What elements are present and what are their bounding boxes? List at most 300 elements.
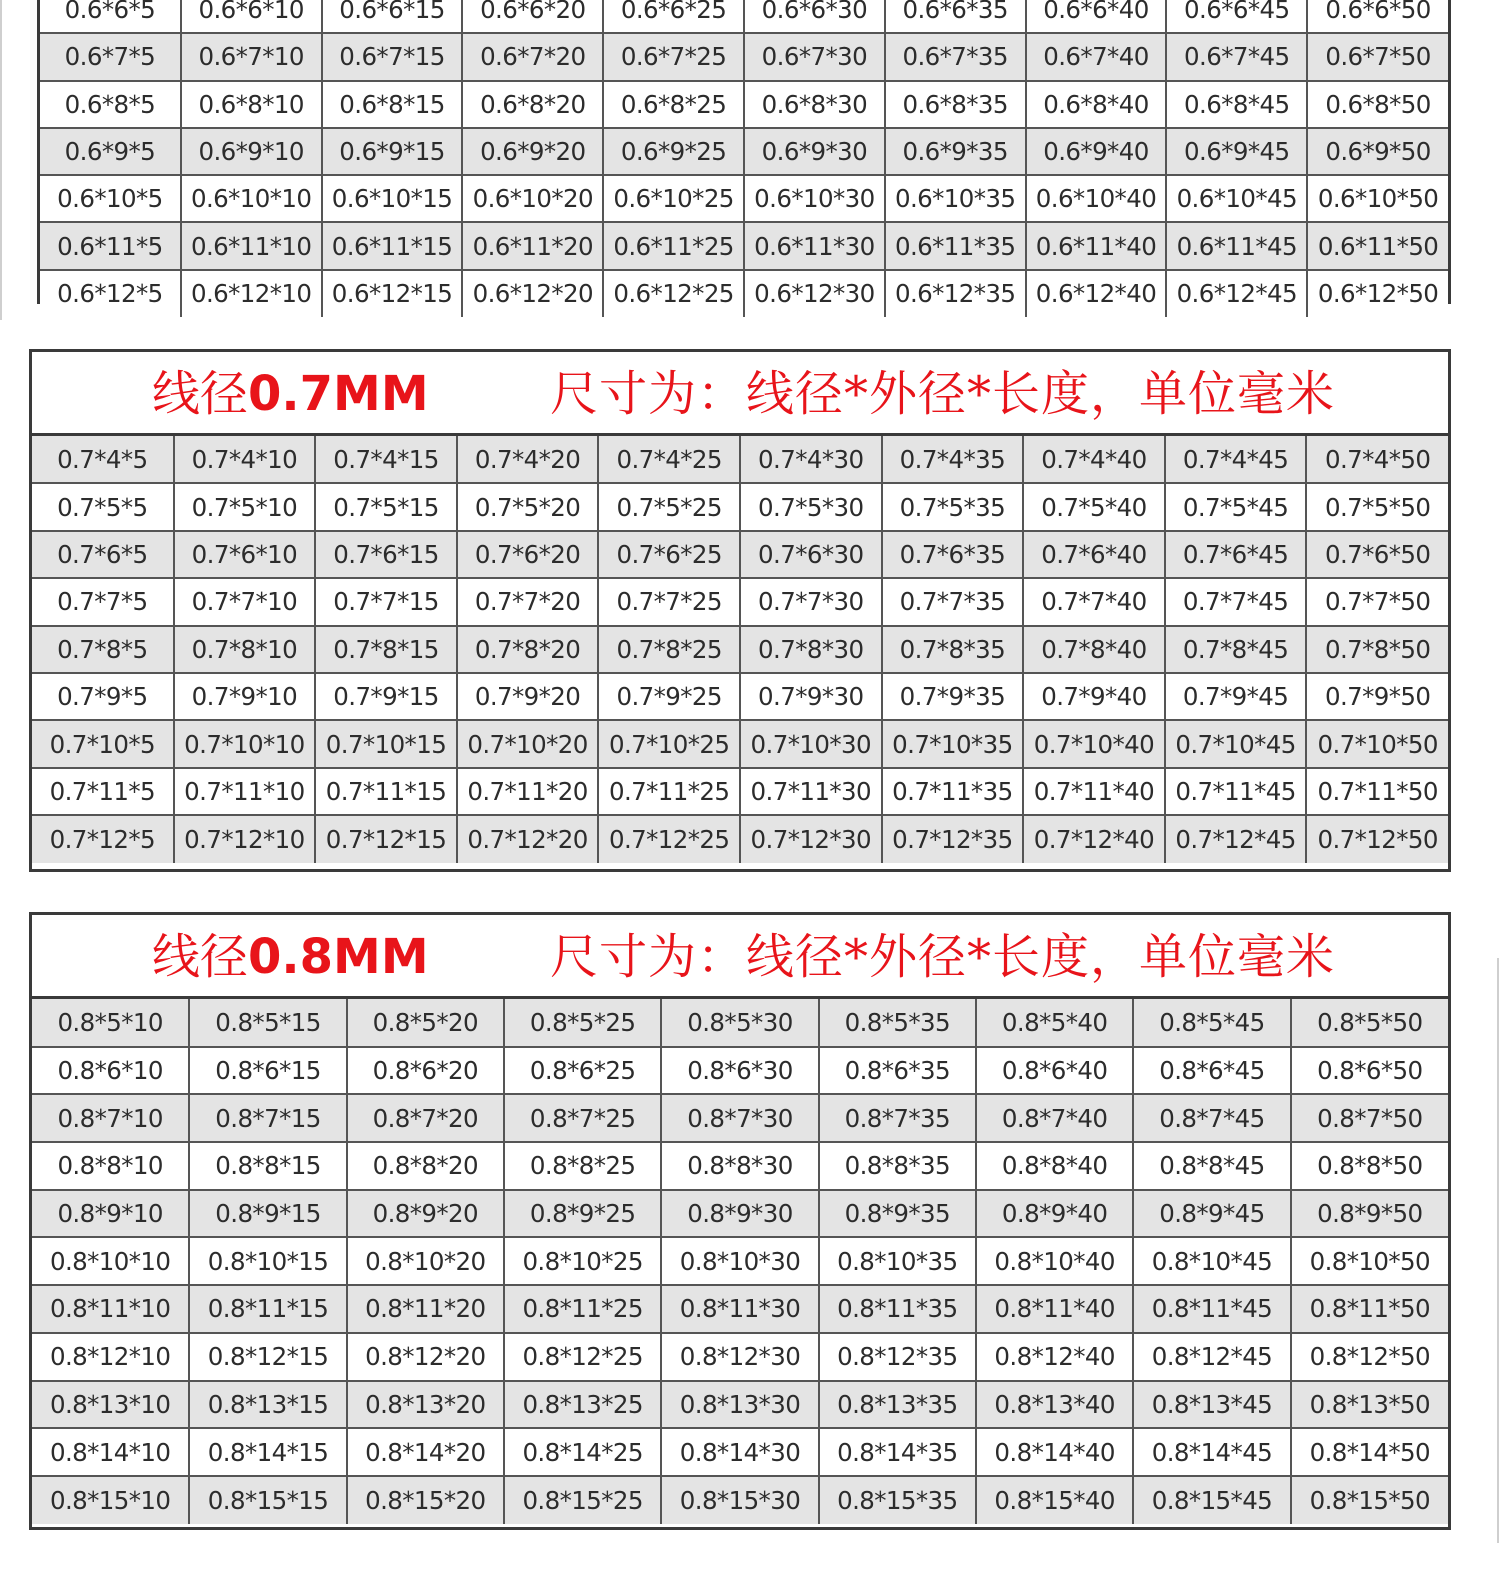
size-cell: 0.7*8*5	[32, 626, 174, 673]
size-cell: 0.8*11*40	[976, 1285, 1133, 1333]
size-cell: 0.6*12*15	[322, 270, 463, 317]
table-row	[32, 673, 1448, 720]
size-cell: 0.7*7*50	[1306, 578, 1448, 625]
size-cell: 0.8*13*15	[189, 1381, 346, 1429]
wire-diameter-label: 线径	[152, 366, 249, 422]
size-cell: 0.6*10*35	[885, 175, 1026, 222]
size-cell: 0.8*12*40	[976, 1333, 1133, 1381]
size-cell: 0.8*9*35	[819, 1190, 976, 1238]
size-cell: 0.7*12*10	[174, 815, 316, 862]
size-cell: 0.7*10*10	[174, 720, 316, 767]
size-cell: 0.8*8*35	[819, 1142, 976, 1190]
size-cell: 0.8*10*10	[32, 1237, 189, 1285]
wire-diameter-heading	[152, 366, 429, 422]
size-cell: 0.8*15*15	[189, 1476, 346, 1524]
size-cell: 0.6*9*40	[1026, 128, 1167, 175]
size-cell: 0.6*11*10	[181, 222, 322, 269]
size-cell: 0.6*12*25	[603, 270, 744, 317]
size-cell: 0.7*11*45	[1165, 768, 1307, 815]
size-grid-0-6	[40, 0, 1448, 317]
size-cell: 0.8*7*10	[32, 1094, 189, 1142]
size-cell: 0.7*8*30	[740, 626, 882, 673]
size-cell: 0.8*15*40	[976, 1476, 1133, 1524]
size-cell: 0.7*10*25	[598, 720, 740, 767]
size-cell: 0.7*4*40	[1023, 436, 1165, 483]
size-cell: 0.8*11*20	[347, 1285, 504, 1333]
size-cell: 0.8*14*40	[976, 1428, 1133, 1476]
size-cell: 0.8*15*30	[661, 1476, 818, 1524]
size-cell: 0.7*5*50	[1306, 483, 1448, 530]
dimension-format-note: 尺寸为：线径*外径*长度，单位毫米	[550, 929, 1336, 985]
size-cell: 0.6*9*15	[322, 128, 463, 175]
size-cell: 0.6*12*5	[40, 270, 181, 317]
size-cell: 0.8*13*35	[819, 1381, 976, 1429]
left-edge-rule	[0, 0, 2, 320]
size-cell: 0.7*6*45	[1165, 531, 1307, 578]
size-cell: 0.7*7*35	[882, 578, 1024, 625]
size-cell: 0.7*9*20	[457, 673, 599, 720]
size-cell: 0.8*9*10	[32, 1190, 189, 1238]
wire-diameter-value: 0.8MM	[248, 929, 429, 985]
size-cell: 0.7*12*5	[32, 815, 174, 862]
size-cell: 0.7*4*20	[457, 436, 599, 483]
size-cell: 0.8*13*10	[32, 1381, 189, 1429]
table-row	[32, 720, 1448, 767]
size-cell: 0.6*8*35	[885, 81, 1026, 128]
size-cell: 0.8*7*40	[976, 1094, 1133, 1142]
size-cell: 0.8*15*10	[32, 1476, 189, 1524]
table-row	[40, 33, 1448, 80]
wire-diameter-heading	[152, 929, 429, 985]
size-cell: 0.7*9*10	[174, 673, 316, 720]
size-cell: 0.6*12*30	[744, 270, 885, 317]
size-cell: 0.6*6*10	[181, 0, 322, 33]
size-cell: 0.7*7*15	[315, 578, 457, 625]
size-grid-0-7	[32, 436, 1448, 863]
size-cell: 0.7*8*25	[598, 626, 740, 673]
size-cell: 0.6*10*5	[40, 175, 181, 222]
right-edge-rule	[1497, 958, 1499, 1543]
size-cell: 0.6*9*20	[462, 128, 603, 175]
spring-size-table-0-6	[37, 0, 1451, 309]
size-cell: 0.7*9*40	[1023, 673, 1165, 720]
size-cell: 0.6*9*10	[181, 128, 322, 175]
table-row	[40, 128, 1448, 175]
size-cell: 0.8*11*50	[1291, 1285, 1448, 1333]
size-cell: 0.7*11*5	[32, 768, 174, 815]
size-cell: 0.8*10*40	[976, 1237, 1133, 1285]
size-cell: 0.6*11*50	[1307, 222, 1448, 269]
size-cell: 0.7*12*35	[882, 815, 1024, 862]
size-cell: 0.8*8*45	[1133, 1142, 1290, 1190]
size-cell: 0.8*10*15	[189, 1237, 346, 1285]
table-row	[32, 1381, 1448, 1429]
size-cell: 0.7*5*20	[457, 483, 599, 530]
size-cell: 0.6*7*10	[181, 33, 322, 80]
size-cell: 0.8*15*25	[504, 1476, 661, 1524]
table-row	[32, 531, 1448, 578]
size-cell: 0.7*9*25	[598, 673, 740, 720]
size-cell: 0.7*11*35	[882, 768, 1024, 815]
spring-size-table-0-7	[29, 349, 1451, 872]
size-cell: 0.8*11*45	[1133, 1285, 1290, 1333]
size-cell: 0.6*6*35	[885, 0, 1026, 33]
size-cell: 0.7*8*35	[882, 626, 1024, 673]
size-cell: 0.7*12*45	[1165, 815, 1307, 862]
size-cell: 0.8*14*30	[661, 1428, 818, 1476]
size-cell: 0.6*12*50	[1307, 270, 1448, 317]
size-cell: 0.8*5*40	[976, 999, 1133, 1047]
size-cell: 0.6*8*20	[462, 81, 603, 128]
size-cell: 0.7*5*5	[32, 483, 174, 530]
size-cell: 0.6*11*25	[603, 222, 744, 269]
size-cell: 0.8*8*30	[661, 1142, 818, 1190]
size-cell: 0.7*11*25	[598, 768, 740, 815]
size-cell: 0.8*9*15	[189, 1190, 346, 1238]
size-cell: 0.8*6*40	[976, 1047, 1133, 1095]
size-cell: 0.8*15*20	[347, 1476, 504, 1524]
size-cell: 0.6*7*30	[744, 33, 885, 80]
size-cell: 0.7*6*30	[740, 531, 882, 578]
size-cell: 0.6*6*45	[1166, 0, 1307, 33]
size-cell: 0.6*9*45	[1166, 128, 1307, 175]
size-cell: 0.7*4*50	[1306, 436, 1448, 483]
size-cell: 0.6*12*45	[1166, 270, 1307, 317]
size-cell: 0.6*10*50	[1307, 175, 1448, 222]
table-row	[32, 1237, 1448, 1285]
size-cell: 0.7*4*10	[174, 436, 316, 483]
size-cell: 0.7*7*45	[1165, 578, 1307, 625]
size-cell: 0.8*5*50	[1291, 999, 1448, 1047]
size-cell: 0.6*6*40	[1026, 0, 1167, 33]
size-cell: 0.6*12*10	[181, 270, 322, 317]
size-cell: 0.7*5*25	[598, 483, 740, 530]
size-cell: 0.8*8*20	[347, 1142, 504, 1190]
size-cell: 0.8*7*30	[661, 1094, 818, 1142]
size-cell: 0.8*6*50	[1291, 1047, 1448, 1095]
size-cell: 0.7*9*30	[740, 673, 882, 720]
size-cell: 0.7*9*45	[1165, 673, 1307, 720]
size-cell: 0.7*10*5	[32, 720, 174, 767]
size-cell: 0.8*5*10	[32, 999, 189, 1047]
size-cell: 0.8*11*10	[32, 1285, 189, 1333]
size-cell: 0.8*7*20	[347, 1094, 504, 1142]
size-cell: 0.7*10*40	[1023, 720, 1165, 767]
size-cell: 0.6*7*5	[40, 33, 181, 80]
size-cell: 0.7*8*15	[315, 626, 457, 673]
table-row	[32, 1094, 1448, 1142]
size-cell: 0.8*15*45	[1133, 1476, 1290, 1524]
size-cell: 0.6*6*50	[1307, 0, 1448, 33]
size-cell: 0.7*12*30	[740, 815, 882, 862]
size-cell: 0.8*9*40	[976, 1190, 1133, 1238]
size-cell: 0.7*10*20	[457, 720, 599, 767]
size-cell: 0.8*8*10	[32, 1142, 189, 1190]
size-cell: 0.7*5*45	[1165, 483, 1307, 530]
size-cell: 0.8*6*30	[661, 1047, 818, 1095]
dimension-format-note: 尺寸为：线径*外径*长度，单位毫米	[550, 366, 1336, 422]
size-cell: 0.7*4*45	[1165, 436, 1307, 483]
size-cell: 0.7*12*20	[457, 815, 599, 862]
size-cell: 0.6*11*30	[744, 222, 885, 269]
size-cell: 0.7*5*10	[174, 483, 316, 530]
size-cell: 0.7*6*25	[598, 531, 740, 578]
table-row	[32, 436, 1448, 483]
size-cell: 0.8*14*20	[347, 1428, 504, 1476]
size-cell: 0.8*12*35	[819, 1333, 976, 1381]
size-cell: 0.6*7*35	[885, 33, 1026, 80]
size-cell: 0.7*10*30	[740, 720, 882, 767]
wire-diameter-label: 线径	[152, 929, 249, 985]
size-cell: 0.7*8*40	[1023, 626, 1165, 673]
size-cell: 0.8*12*25	[504, 1333, 661, 1381]
size-cell: 0.8*14*45	[1133, 1428, 1290, 1476]
size-cell: 0.8*8*25	[504, 1142, 661, 1190]
size-cell: 0.8*5*20	[347, 999, 504, 1047]
size-cell: 0.8*12*30	[661, 1333, 818, 1381]
table-title-0-7	[32, 352, 1448, 436]
size-cell: 0.6*6*30	[744, 0, 885, 33]
size-cell: 0.8*6*45	[1133, 1047, 1290, 1095]
size-cell: 0.7*6*40	[1023, 531, 1165, 578]
size-cell: 0.8*10*50	[1291, 1237, 1448, 1285]
size-cell: 0.7*10*45	[1165, 720, 1307, 767]
size-cell: 0.8*13*50	[1291, 1381, 1448, 1429]
size-cell: 0.8*14*50	[1291, 1428, 1448, 1476]
size-cell: 0.7*6*10	[174, 531, 316, 578]
size-cell: 0.6*10*45	[1166, 175, 1307, 222]
size-cell: 0.6*9*25	[603, 128, 744, 175]
size-cell: 0.8*8*40	[976, 1142, 1133, 1190]
table-row	[32, 483, 1448, 530]
size-cell: 0.7*10*35	[882, 720, 1024, 767]
size-cell: 0.7*12*50	[1306, 815, 1448, 862]
size-cell: 0.6*7*45	[1166, 33, 1307, 80]
size-cell: 0.8*10*30	[661, 1237, 818, 1285]
size-cell: 0.7*7*40	[1023, 578, 1165, 625]
size-grid-0-8	[32, 999, 1448, 1524]
table-row	[32, 999, 1448, 1047]
size-cell: 0.6*7*15	[322, 33, 463, 80]
size-cell: 0.8*15*50	[1291, 1476, 1448, 1524]
size-cell: 0.7*11*10	[174, 768, 316, 815]
size-cell: 0.6*11*15	[322, 222, 463, 269]
size-cell: 0.8*13*20	[347, 1381, 504, 1429]
size-cell: 0.7*5*15	[315, 483, 457, 530]
size-cell: 0.8*10*35	[819, 1237, 976, 1285]
size-cell: 0.8*12*10	[32, 1333, 189, 1381]
size-cell: 0.7*8*50	[1306, 626, 1448, 673]
table-title-0-8	[32, 915, 1448, 999]
size-cell: 0.7*11*15	[315, 768, 457, 815]
size-cell: 0.6*9*50	[1307, 128, 1448, 175]
size-cell: 0.7*10*15	[315, 720, 457, 767]
table-row	[40, 222, 1448, 269]
size-cell: 0.8*6*15	[189, 1047, 346, 1095]
size-cell: 0.8*10*45	[1133, 1237, 1290, 1285]
size-cell: 0.8*11*35	[819, 1285, 976, 1333]
size-cell: 0.8*14*10	[32, 1428, 189, 1476]
size-cell: 0.8*10*20	[347, 1237, 504, 1285]
size-cell: 0.8*5*45	[1133, 999, 1290, 1047]
size-cell: 0.7*6*50	[1306, 531, 1448, 578]
size-cell: 0.6*12*40	[1026, 270, 1167, 317]
size-cell: 0.6*8*25	[603, 81, 744, 128]
size-cell: 0.7*11*30	[740, 768, 882, 815]
size-cell: 0.7*9*5	[32, 673, 174, 720]
size-cell: 0.8*11*15	[189, 1285, 346, 1333]
size-cell: 0.7*4*25	[598, 436, 740, 483]
size-cell: 0.6*10*10	[181, 175, 322, 222]
size-cell: 0.8*6*35	[819, 1047, 976, 1095]
size-cell: 0.7*12*40	[1023, 815, 1165, 862]
size-cell: 0.6*6*20	[462, 0, 603, 33]
size-cell: 0.8*7*25	[504, 1094, 661, 1142]
size-cell: 0.6*8*30	[744, 81, 885, 128]
size-cell: 0.8*15*35	[819, 1476, 976, 1524]
table-row	[32, 1428, 1448, 1476]
table-row	[32, 815, 1448, 862]
size-cell: 0.7*7*5	[32, 578, 174, 625]
size-cell: 0.7*7*10	[174, 578, 316, 625]
table-row	[40, 0, 1448, 33]
size-cell: 0.6*7*50	[1307, 33, 1448, 80]
size-cell: 0.6*8*5	[40, 81, 181, 128]
size-cell: 0.7*5*30	[740, 483, 882, 530]
size-cell: 0.8*14*15	[189, 1428, 346, 1476]
size-cell: 0.6*11*40	[1026, 222, 1167, 269]
size-cell: 0.7*9*35	[882, 673, 1024, 720]
size-cell: 0.8*7*35	[819, 1094, 976, 1142]
size-cell: 0.7*7*25	[598, 578, 740, 625]
size-cell: 0.7*8*20	[457, 626, 599, 673]
table-row	[40, 175, 1448, 222]
size-cell: 0.6*12*20	[462, 270, 603, 317]
size-cell: 0.7*11*40	[1023, 768, 1165, 815]
size-cell: 0.7*6*5	[32, 531, 174, 578]
size-cell: 0.6*11*35	[885, 222, 1026, 269]
size-cell: 0.6*8*40	[1026, 81, 1167, 128]
size-cell: 0.7*4*15	[315, 436, 457, 483]
size-cell: 0.7*10*50	[1306, 720, 1448, 767]
size-cell: 0.8*6*20	[347, 1047, 504, 1095]
table-row	[40, 81, 1448, 128]
size-cell: 0.8*9*25	[504, 1190, 661, 1238]
size-cell: 0.8*5*25	[504, 999, 661, 1047]
size-cell: 0.6*8*45	[1166, 81, 1307, 128]
size-cell: 0.8*9*30	[661, 1190, 818, 1238]
size-cell: 0.8*13*25	[504, 1381, 661, 1429]
size-cell: 0.8*12*50	[1291, 1333, 1448, 1381]
size-cell: 0.7*8*10	[174, 626, 316, 673]
size-cell: 0.7*4*5	[32, 436, 174, 483]
table-row	[40, 270, 1448, 317]
size-cell: 0.8*9*45	[1133, 1190, 1290, 1238]
table-row	[32, 1142, 1448, 1190]
size-cell: 0.6*7*40	[1026, 33, 1167, 80]
size-cell: 0.8*6*10	[32, 1047, 189, 1095]
size-cell: 0.7*5*35	[882, 483, 1024, 530]
size-cell: 0.8*12*20	[347, 1333, 504, 1381]
size-cell: 0.6*8*10	[181, 81, 322, 128]
size-cell: 0.6*8*15	[322, 81, 463, 128]
table-row	[32, 1047, 1448, 1095]
size-cell: 0.8*12*15	[189, 1333, 346, 1381]
size-cell: 0.7*6*20	[457, 531, 599, 578]
size-cell: 0.7*11*50	[1306, 768, 1448, 815]
size-cell: 0.8*5*30	[661, 999, 818, 1047]
size-cell: 0.8*10*25	[504, 1237, 661, 1285]
size-cell: 0.8*7*50	[1291, 1094, 1448, 1142]
size-cell: 0.7*8*45	[1165, 626, 1307, 673]
size-cell: 0.7*12*15	[315, 815, 457, 862]
size-cell: 0.6*11*5	[40, 222, 181, 269]
size-cell: 0.8*11*30	[661, 1285, 818, 1333]
size-cell: 0.7*12*25	[598, 815, 740, 862]
size-cell: 0.8*14*35	[819, 1428, 976, 1476]
size-cell: 0.8*5*35	[819, 999, 976, 1047]
size-cell: 0.6*6*25	[603, 0, 744, 33]
size-cell: 0.8*5*15	[189, 999, 346, 1047]
size-cell: 0.6*10*25	[603, 175, 744, 222]
table-row	[32, 768, 1448, 815]
size-cell: 0.6*10*30	[744, 175, 885, 222]
size-cell: 0.8*7*45	[1133, 1094, 1290, 1142]
size-cell: 0.7*6*15	[315, 531, 457, 578]
size-cell: 0.6*10*15	[322, 175, 463, 222]
table-row	[32, 626, 1448, 673]
size-cell: 0.6*7*25	[603, 33, 744, 80]
size-cell: 0.6*7*20	[462, 33, 603, 80]
size-cell: 0.6*10*40	[1026, 175, 1167, 222]
size-cell: 0.7*9*15	[315, 673, 457, 720]
size-cell: 0.7*5*40	[1023, 483, 1165, 530]
size-cell: 0.6*6*5	[40, 0, 181, 33]
size-cell: 0.8*11*25	[504, 1285, 661, 1333]
size-cell: 0.8*13*45	[1133, 1381, 1290, 1429]
table-row	[32, 1476, 1448, 1524]
size-cell: 0.8*8*15	[189, 1142, 346, 1190]
size-cell: 0.6*9*5	[40, 128, 181, 175]
size-cell: 0.7*4*35	[882, 436, 1024, 483]
size-cell: 0.6*9*35	[885, 128, 1026, 175]
size-cell: 0.8*12*45	[1133, 1333, 1290, 1381]
spring-size-table-0-8	[29, 912, 1451, 1530]
size-cell: 0.6*11*45	[1166, 222, 1307, 269]
size-cell: 0.6*11*20	[462, 222, 603, 269]
size-cell: 0.7*9*50	[1306, 673, 1448, 720]
size-cell: 0.8*9*20	[347, 1190, 504, 1238]
size-cell: 0.8*8*50	[1291, 1142, 1448, 1190]
wire-diameter-value: 0.7MM	[248, 366, 429, 422]
size-cell: 0.7*7*30	[740, 578, 882, 625]
size-cell: 0.8*6*25	[504, 1047, 661, 1095]
size-cell: 0.6*10*20	[462, 175, 603, 222]
table-row	[32, 1333, 1448, 1381]
size-cell: 0.8*14*25	[504, 1428, 661, 1476]
size-cell: 0.8*13*40	[976, 1381, 1133, 1429]
table-row	[32, 1190, 1448, 1238]
size-cell: 0.7*6*35	[882, 531, 1024, 578]
size-cell: 0.6*12*35	[885, 270, 1026, 317]
size-cell: 0.6*6*15	[322, 0, 463, 33]
size-cell: 0.8*9*50	[1291, 1190, 1448, 1238]
size-cell: 0.6*9*30	[744, 128, 885, 175]
size-cell: 0.6*8*50	[1307, 81, 1448, 128]
size-cell: 0.7*7*20	[457, 578, 599, 625]
table-row	[32, 1285, 1448, 1333]
size-cell: 0.8*7*15	[189, 1094, 346, 1142]
